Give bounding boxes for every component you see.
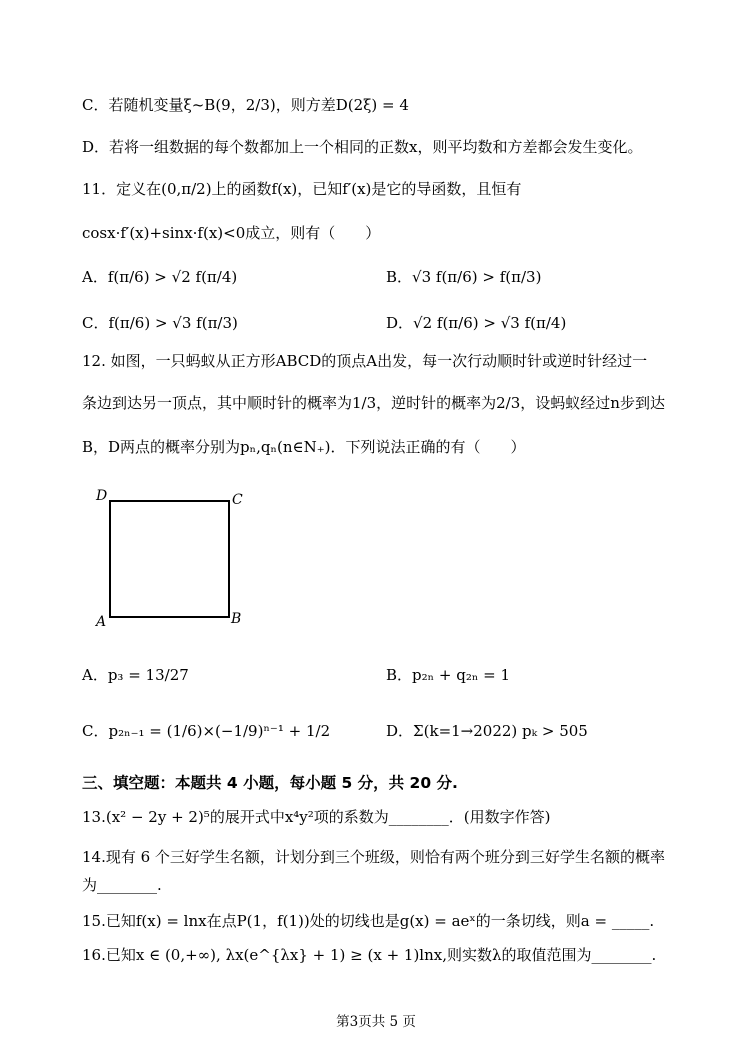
q11-option-b: B．√3 f(π/6) > f(π/3) bbox=[386, 268, 542, 286]
q12-stem-line2: 条边到达另一顶点，其中顺时针的概率为1/3，逆时针的概率为2/3，设蚂蚁经过n步到达 bbox=[82, 394, 665, 412]
q12-option-d: D．Σ(k=1→2022) pₖ > 505 bbox=[386, 722, 588, 740]
q12-stem-line3: B，D两点的概率分别为pₙ,qₙ(n∈N₊)．下列说法正确的有（ ） bbox=[82, 438, 526, 456]
q10-option-c: C．若随机变量ξ~B(9，2/3)，则方差D(2ξ) = 4 bbox=[82, 96, 409, 114]
q12-option-b: B．p₂ₙ + q₂ₙ = 1 bbox=[386, 666, 510, 684]
q12-option-a: A．p₃ = 13/27 bbox=[82, 666, 189, 684]
q15: 15.已知f(x) = lnx在点P(1，f(1))处的切线也是g(x) = aeˣ的一条切线，则a = _____. bbox=[82, 912, 655, 930]
q13: 13.(x² − 2y + 2)⁵的展开式中x⁴y²项的系数为________．(用数字作答) bbox=[82, 808, 551, 826]
q12-option-c: C．p₂ₙ₋₁ = (1/6)×(−1/9)ⁿ⁻¹ + 1/2 bbox=[82, 722, 331, 740]
q11-option-c: C．f(π/6) > √3 f(π/3) bbox=[82, 314, 238, 332]
page-footer: 第3页共 5 页 bbox=[336, 1014, 416, 1030]
q11-stem-line1: 11．定义在(0,π/2)上的函数f(x)，已知f′(x)是它的导函数，且恒有 bbox=[82, 180, 522, 198]
vertex-label-a: A bbox=[96, 614, 107, 630]
q11-option-d: D．√2 f(π/6) > √3 f(π/4) bbox=[386, 314, 567, 332]
q14-line2: 为________. bbox=[82, 876, 162, 894]
q16: 16.已知x ∈ (0,+∞), λx(e^{λx} + 1) ≥ (x + 1)lnx,则实数λ的取值范围为________. bbox=[82, 946, 657, 964]
q12-stem-line1: 12. 如图，一只蚂蚁从正方形ABCD的顶点A出发，每一次行动顺时针或逆时针经过一 bbox=[82, 352, 648, 370]
vertex-label-b: B bbox=[231, 611, 242, 627]
vertex-label-c: C bbox=[232, 492, 243, 508]
section-3-heading: 三、填空题：本题共 4 小题，每小题 5 分，共 20 分. bbox=[82, 774, 458, 792]
q14-line1: 14.现有 6 个三好学生名额，计划分到三个班级，则恰有两个班分到三好学生名额的概率 bbox=[82, 848, 665, 866]
square-abcd-figure bbox=[109, 500, 230, 618]
vertex-label-d: D bbox=[96, 488, 108, 504]
q11-option-a: A．f(π/6) > √2 f(π/4) bbox=[82, 268, 238, 286]
q11-stem-line2: cosx·f′(x)+sinx·f(x)<0成立，则有（ ） bbox=[82, 224, 381, 242]
q10-option-d: D．若将一组数据的每个数都加上一个相同的正数x，则平均数和方差都会发生变化。 bbox=[82, 138, 643, 156]
